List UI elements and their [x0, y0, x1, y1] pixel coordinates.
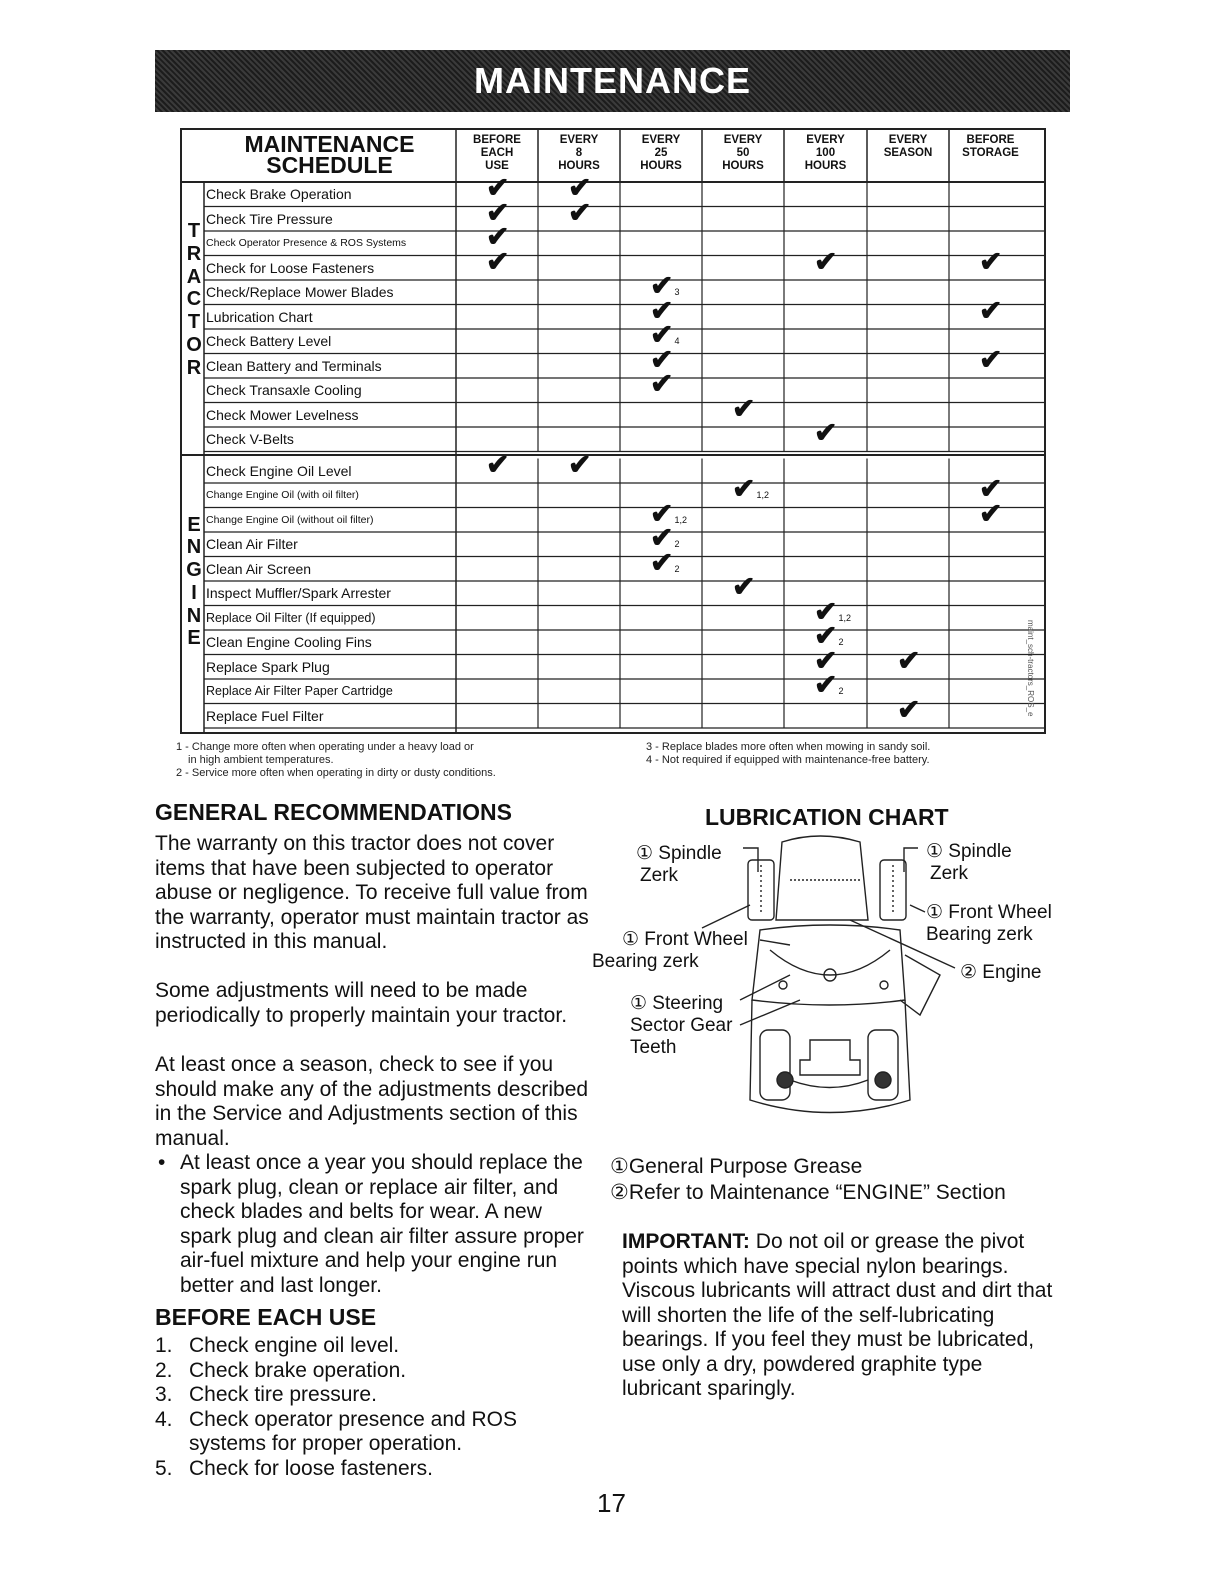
check-note: 2: [674, 539, 680, 549]
check-icon: ✔: [979, 473, 1003, 504]
step-text: Check engine oil level.: [189, 1334, 400, 1357]
task-label: Check Mower Levelness: [206, 406, 359, 423]
section-label-letter: R: [186, 356, 202, 379]
step-number: 5.: [155, 1456, 173, 1480]
legend-grease: ①General Purpose Grease: [610, 1155, 863, 1178]
footnote-1-cont: in high ambient temperatures.: [188, 754, 334, 766]
section-label-letter: E: [187, 627, 201, 650]
column-header: [785, 134, 866, 173]
schedule-title: [202, 131, 457, 178]
check-note: 3: [674, 287, 680, 297]
spindle-left-line2: Zerk: [640, 865, 678, 886]
task-label: Clean Air Filter: [206, 536, 298, 552]
spindle-right-line1: ① Spindle: [926, 841, 1012, 862]
step-item: [155, 1334, 595, 1359]
check-icon: ✔: [568, 448, 592, 480]
step-number: 3.: [155, 1383, 173, 1406]
step-number: 4.: [155, 1407, 173, 1431]
section-label: [184, 220, 204, 380]
legend-engine-ref: ②Refer to Maintenance “ENGINE” Section: [610, 1181, 1006, 1204]
footnote-4: 4 - Not required if equipped with maintenance-free battery.: [646, 754, 930, 766]
footnotes-right: [646, 741, 930, 767]
check-mark: [814, 417, 838, 448]
general-bullet-text: At least once a year you should replace the spark plug, clean or replace air filter, and check blades and belts for wear. A new spark plug and clean air filter assure proper air-fuel mixture and help your engine run better and last longer.: [180, 1151, 584, 1297]
bullet-dot: •: [158, 1151, 166, 1174]
front-wheel-left-line1: ① Front Wheel: [622, 929, 748, 950]
front-wheel-right-line1: ① Front Wheel: [926, 902, 1052, 923]
check-icon: ✔: [568, 172, 592, 203]
side-code: maint_sch-tractors_ROS_e: [1026, 620, 1035, 717]
check-icon: ✔: [486, 196, 510, 228]
section-label-letter: A: [186, 265, 202, 288]
label-spindle-zerk-left: [636, 843, 722, 887]
label-front-wheel-left: [592, 929, 748, 973]
column-header-line: SEASON: [883, 147, 933, 159]
task-label: Replace Air Filter Paper Cartridge: [206, 684, 393, 698]
check-icon: ✔: [650, 343, 674, 375]
steering-line1: ① Steering: [630, 993, 724, 1014]
label-steering-sector-gear: [630, 993, 732, 1059]
check-icon: ✔: [732, 473, 756, 504]
section-label-letter: N: [186, 604, 202, 627]
task-label: Replace Spark Plug: [206, 658, 330, 675]
step-number: 2.: [155, 1358, 173, 1382]
footnotes-left: [176, 741, 496, 780]
task-label: Clean Engine Cooling Fins: [206, 634, 372, 650]
check-mark: [979, 294, 1003, 326]
section-label-letter: T: [187, 220, 201, 242]
column-header-line: 50: [736, 147, 750, 159]
column-header-line: HOURS: [640, 160, 682, 172]
column-header-line: EVERY: [806, 134, 845, 146]
check-icon: ✔: [650, 294, 674, 326]
section-label-letter: G: [186, 559, 202, 582]
check-note: 2: [838, 637, 844, 647]
step-item: [155, 1383, 595, 1408]
column-header-line: BEFORE: [473, 134, 521, 146]
check-icon: ✔: [486, 172, 510, 203]
section-label-letter: I: [191, 581, 197, 604]
column-header: [703, 134, 783, 173]
column-header-line: EVERY: [559, 134, 599, 146]
task-label: Check Brake Operation: [206, 186, 352, 202]
step-text: Check brake operation.: [189, 1358, 407, 1382]
check-mark: [814, 245, 838, 277]
label-front-wheel-right: [926, 902, 1052, 946]
check-icon: ✔: [568, 196, 592, 228]
task-label: Change Engine Oil (without oil filter): [206, 513, 374, 526]
check-mark: [979, 343, 1003, 375]
check-icon: ✔: [814, 669, 838, 700]
step-text: Check for loose fasteners.: [189, 1456, 433, 1480]
column-header-line: 25: [654, 147, 668, 159]
step-text: Check tire pressure.: [189, 1383, 377, 1406]
page-number: 17: [597, 1488, 626, 1518]
task-label: Check Battery Level: [206, 333, 332, 349]
section-label-letter: N: [186, 536, 202, 559]
steering-line2: Sector Gear: [630, 1015, 733, 1036]
general-paragraph-3: At least once a season, check to see if you should make any of the adjustments described in the Service and Adjustments section of this manual.: [155, 1053, 589, 1150]
label-spindle-zerk-right: [926, 841, 1012, 885]
front-wheel-left-line2: Bearing zerk: [592, 951, 699, 972]
column-header: [621, 134, 701, 173]
page-banner: [155, 50, 1070, 112]
spindle-left-line1: ① Spindle: [636, 843, 722, 864]
lubrication-chart-heading: LUBRICATION CHART: [705, 804, 949, 830]
check-icon: ✔: [732, 392, 756, 424]
check-icon: ✔: [814, 644, 838, 676]
check-mark: [486, 245, 510, 277]
task-label: Clean Battery and Terminals: [206, 357, 382, 374]
step-item: [155, 1408, 595, 1457]
general-paragraph-2: Some adjustments will need to be made periodically to properly maintain your tractor.: [155, 979, 568, 1027]
section-label-letter: O: [186, 333, 202, 356]
footnote-1: 1 - Change more often when operating under a heavy load or: [176, 741, 474, 753]
check-icon: ✔: [486, 245, 510, 277]
check-icon: ✔: [979, 294, 1003, 326]
check-icon: ✔: [814, 245, 838, 277]
check-icon: ✔: [814, 595, 838, 627]
check-mark: [732, 392, 756, 424]
column-header: [539, 134, 619, 173]
task-label: Clean Air Screen: [206, 560, 312, 577]
column-header-line: STORAGE: [962, 147, 1019, 159]
check-mark: [568, 196, 592, 228]
column-header: [950, 134, 1031, 160]
section-label-letter: C: [186, 288, 202, 311]
column-header: [457, 134, 537, 173]
banner-title: MAINTENANCE: [474, 60, 751, 101]
column-header-line: USE: [485, 160, 509, 172]
check-note: 1,2: [838, 612, 851, 623]
column-header-line: EVERY: [723, 134, 763, 146]
column-header: [868, 134, 948, 160]
check-icon: ✔: [650, 319, 674, 350]
check-mark: [814, 669, 844, 703]
check-mark: [568, 448, 592, 480]
step-text: Check operator presence and ROS systems for proper operation.: [189, 1407, 518, 1455]
check-icon: ✔: [979, 245, 1003, 277]
step-item: [155, 1457, 595, 1482]
check-mark: [979, 245, 1003, 277]
footnote-3: 3 - Replace blades more often when mowing in sandy soil.: [646, 741, 931, 753]
task-label: Replace Oil Filter (If equipped): [206, 610, 376, 625]
check-icon: ✔: [650, 546, 674, 578]
check-note: 1,2: [756, 490, 769, 500]
check-note: 2: [838, 686, 844, 696]
task-label: Check Tire Pressure: [206, 210, 333, 227]
task-label: Check for Loose Fasteners: [206, 259, 375, 276]
check-note: 2: [674, 563, 680, 574]
check-mark: [650, 368, 674, 399]
column-header-line: EVERY: [888, 134, 928, 146]
task-label: Check/Replace Mower Blades: [206, 284, 394, 300]
general-recommendations-heading: GENERAL RECOMMENDATIONS: [155, 799, 512, 825]
schedule-title-line1: MAINTENANCE: [244, 131, 415, 157]
column-header-line: EACH: [480, 147, 514, 159]
column-header-line: HOURS: [722, 160, 764, 172]
column-header-line: 100: [815, 147, 836, 159]
check-mark: [897, 693, 921, 725]
check-mark: [897, 644, 921, 676]
check-icon: ✔: [486, 221, 510, 252]
label-engine: ② Engine: [960, 962, 1042, 983]
check-icon: ✔: [979, 497, 1003, 529]
check-icon: ✔: [486, 448, 510, 480]
front-wheel-right-line2: Bearing zerk: [926, 924, 1033, 945]
before-each-use-heading: BEFORE EACH USE: [155, 1304, 377, 1330]
section-label-letter: E: [187, 513, 201, 536]
check-icon: ✔: [814, 620, 838, 651]
task-label: Check Operator Presence & ROS Systems: [206, 237, 407, 249]
task-label: Lubrication Chart: [206, 308, 313, 325]
schedule-title-line2: SCHEDULE: [266, 152, 393, 178]
spindle-right-line2: Zerk: [930, 863, 968, 884]
check-icon: ✔: [732, 571, 756, 602]
check-note: 1,2: [674, 514, 687, 525]
column-header-line: 8: [575, 147, 583, 159]
check-mark: [732, 571, 756, 602]
task-label: Replace Fuel Filter: [206, 707, 324, 724]
check-icon: ✔: [979, 343, 1003, 375]
check-icon: ✔: [650, 497, 674, 529]
check-icon: ✔: [814, 417, 838, 448]
section-label-letter: R: [186, 242, 202, 265]
check-icon: ✔: [897, 644, 921, 676]
steering-line3: Teeth: [630, 1037, 677, 1058]
section-label: [184, 514, 204, 651]
check-mark: [732, 473, 769, 507]
important-label: IMPORTANT:: [622, 1230, 750, 1253]
check-mark: [650, 546, 680, 581]
check-mark: [979, 497, 1003, 529]
check-note: 4: [674, 336, 680, 346]
section-label-letter: T: [187, 311, 201, 334]
check-icon: ✔: [650, 368, 674, 399]
task-label: Change Engine Oil (with oil filter): [206, 489, 359, 501]
check-icon: ✔: [650, 522, 674, 553]
general-paragraph-1: The warranty on this tractor does not cover items that have been subjected to operator abuse or negligence. To receive full value from the warranty, operator must maintain tractor as instructed in this manual.: [155, 832, 589, 953]
task-label: Check Transaxle Cooling: [206, 382, 362, 398]
step-number: 1.: [155, 1334, 173, 1357]
important-text: Do not oil or grease the pivot points which have special nylon bearings. Viscous lubricants will attract dust and dirt that will shorten the life of the self-lubricating bearings. If you feel they must be lubricated, use only a dry, powdered graphite type lubricant sparingly.: [622, 1230, 1053, 1400]
check-icon: ✔: [897, 693, 921, 725]
column-header-line: HOURS: [804, 160, 847, 172]
maintenance-schedule-table: [180, 128, 1046, 734]
important-note: [622, 1230, 1062, 1402]
column-header-line: BEFORE: [966, 134, 1015, 146]
column-header-line: EVERY: [641, 134, 681, 146]
before-each-use-steps: [155, 1334, 595, 1481]
task-label: Inspect Muffler/Spark Arrester: [206, 585, 391, 601]
task-label: Check V-Belts: [206, 431, 294, 447]
column-header-line: HOURS: [558, 160, 600, 172]
task-label: Check Engine Oil Level: [206, 462, 352, 479]
step-item: [155, 1359, 595, 1384]
check-icon: ✔: [650, 270, 674, 301]
footnote-2: 2 - Service more often when operating in dirty or dusty conditions.: [176, 767, 496, 779]
check-mark: [486, 448, 510, 480]
